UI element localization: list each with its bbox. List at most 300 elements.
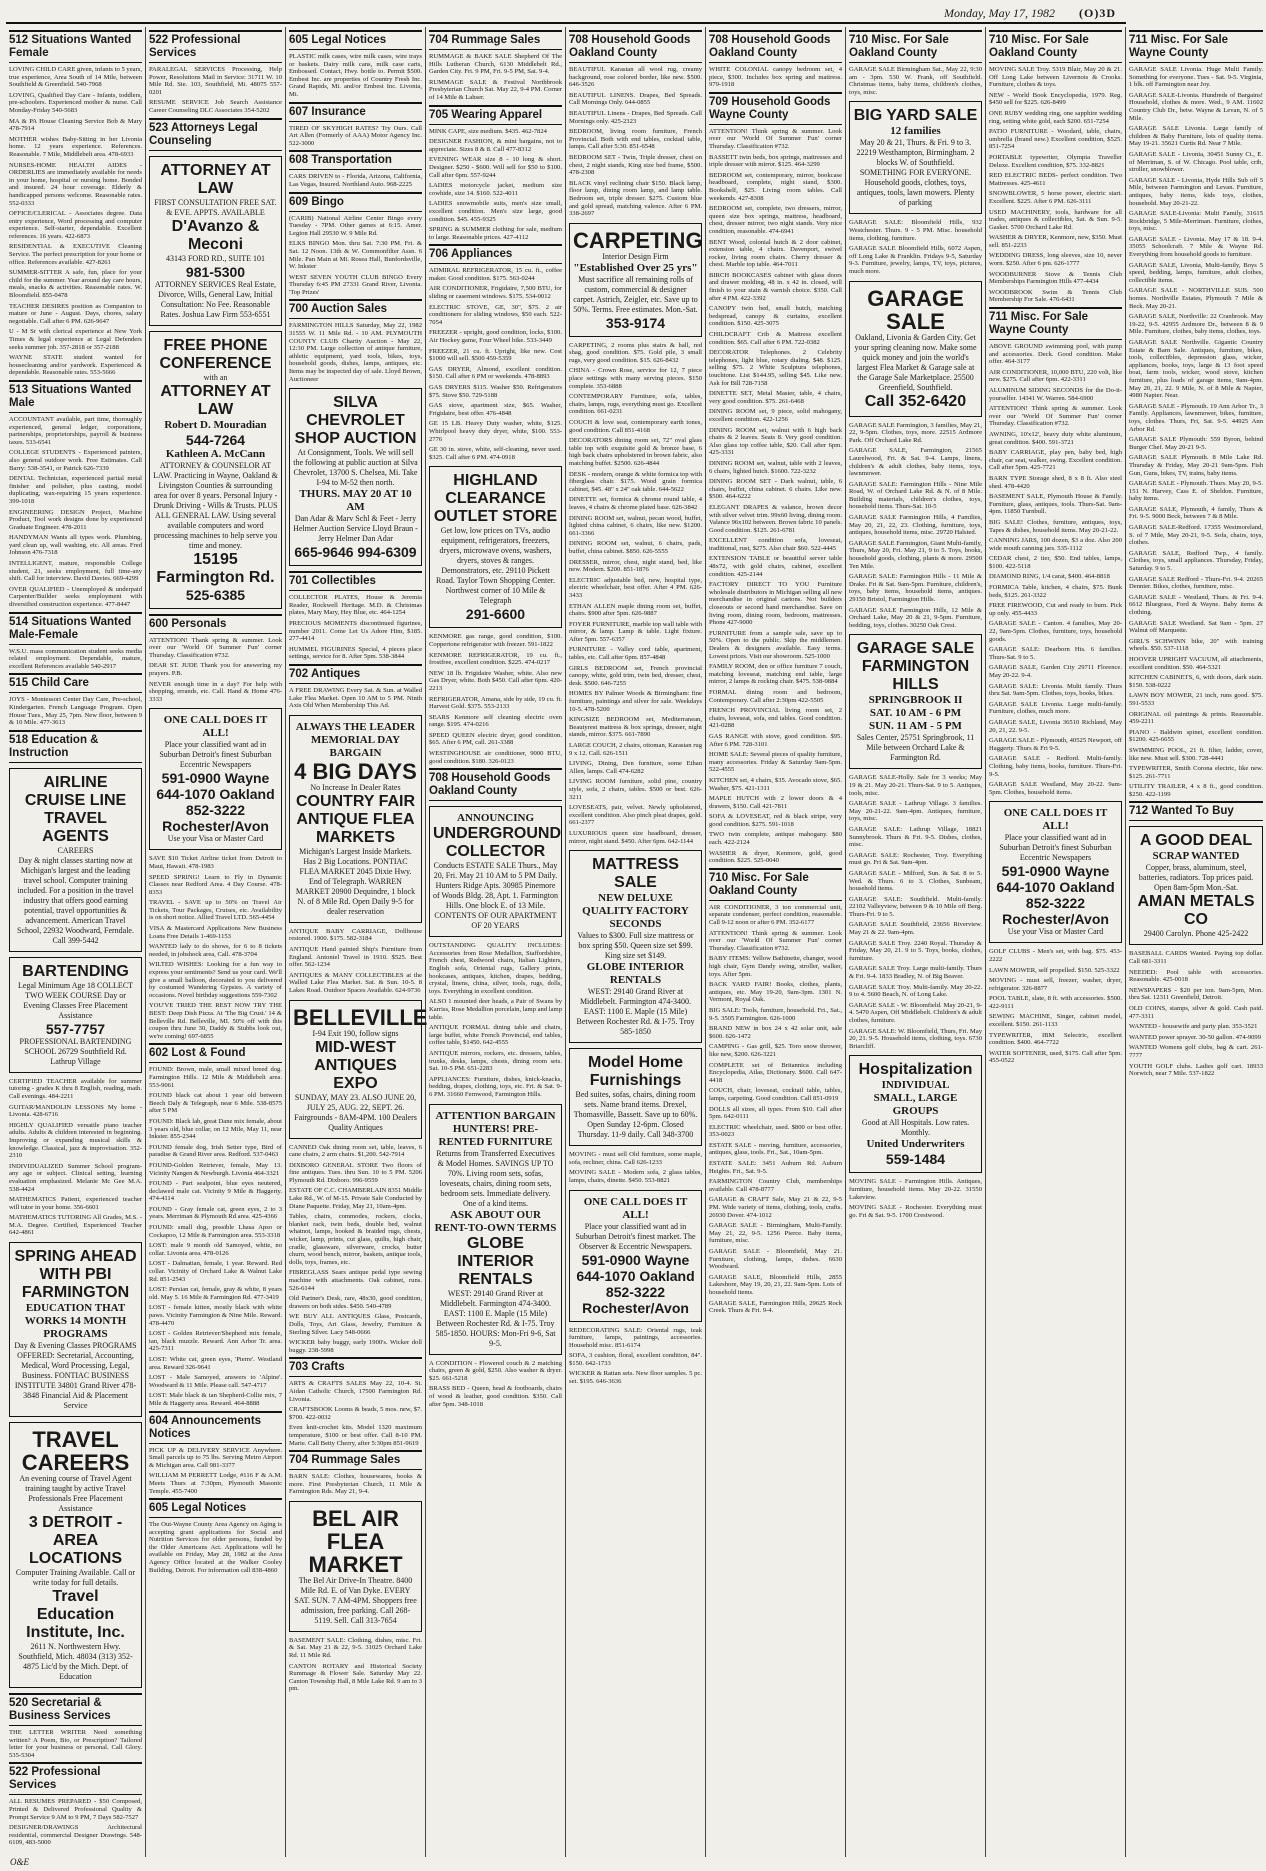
classified-ad: LOVESEATS, pair, velvet. Newly upholstered, excellent condition. Also pinch pleat drapes, gold. 661-2377 (569, 804, 702, 827)
classified-ad: GARAGE SALE Troy. Multi-family. May 20-22. 9 to 4. 5600 Beach, N. of Long Lake. (849, 983, 982, 999)
display-ad-line: with an (203, 372, 228, 382)
classified-ad: CARPETING, 2 rooms plus stairs & hall, red shag, good condition. $75. Gold pile, 3 small rugs, very good condition. $15. 626-8432 (569, 341, 702, 364)
display-ad-line: The Bel Air Drive-In Theatre. 8400 Mile Rd. E. of Van Dyke. EVERY SAT. SUN. 7 AM-4PM. Shoppers free admission, free parking. Call 268-5119. Sell. Call 313-7654 (294, 1575, 417, 1625)
classified-ad: AIR CONDITIONER, 10,000 BTU, 220 volt, like new. $275. Call after 6pm. 422-3311 (989, 368, 1122, 384)
display-ad-line: 591-0900 Wayne (1001, 863, 1110, 880)
display-ad (989, 801, 1122, 943)
display-ad (569, 223, 702, 337)
display-ad-line: I-94 Exit 190, follow signs (312, 1028, 399, 1038)
display-ad-line: GLOBE INTERIOR RENTALS (586, 961, 685, 987)
display-ad-line: CAREERS (57, 845, 94, 855)
classified-ad: BEDROOM set, complete, two dressers, mirror, queen size box springs, mattress, headboard, chest, dresser mirror, two night stands. Very nice condition, reasonable. 474-6941 (709, 205, 842, 235)
classified-ad: GARAGE SALE: Lathrup Village, 18821 Sunnybrook. Thurs & Fri. 9-5. Dishes, clothes, misc. (849, 825, 982, 849)
display-ad (9, 957, 142, 1073)
display-ad-line: Bed suites, sofas, chairs, dining room sets. Name brand items. Drexel, Thomasville, Bassett. Save up to 60%. Open Sunday 12-6pm. Closed Thursday. 11-9 daily. Call 348-3700 (573, 1090, 698, 1140)
classified-ad: DECORATORS dining room set, 72" oval glass table top with exquisite gold & bronze base, 6 high back chairs upholstered in brown fabric, also matching buffet. $2500. 626-4844 (569, 437, 702, 467)
classified-ad: POOL TABLE, slate, 8 ft. with accessories. $500. 422-9111 (989, 995, 1122, 1010)
classified-ad: GAS RANGE with stove, good condition. $95. After 6 PM. 728-3101 (709, 732, 842, 748)
classified-ad: ONE RUBY wedding ring, one sapphire wedding ring, setting white gold, each $200. 651-7254 (989, 109, 1122, 125)
classified-ad: SOFA & LOVESEAT, red & black stripe, very good condition. $275. 591-1018 (709, 813, 842, 828)
classified-ad: ALUMINUM SIDING SECONDS for the Do-it-yourselfer. 14341 W. Warren. 584-6900 (989, 387, 1122, 402)
classified-ad: FREEZER, 21 cu. ft. Upright, like new. Cost $1000 will sell. $500 459-5359 (429, 347, 562, 363)
classified-ad: TEACHER DESIRES position as Companion to mature or June - August. Days, chores, salary negotiable. Call after 6 PM. 626-9647 (9, 302, 142, 325)
category-heading: 700 Auction Sales (289, 299, 422, 319)
category-heading: 705 Wearing Apparel (429, 105, 562, 125)
footer-mark: O&E (10, 1857, 29, 1867)
classified-ad: WE BUY ALL ANTIQUES Glass, Postcards, Dolls, Toys, Art Glass, Jewelry, Furniture & Sterling Silver. Lacy 548-0666 (289, 1313, 422, 1336)
classified-ad: PATIO FURNITURE - Woodard, table, chairs, umbrella (brand new.) Excellent condition, $525. 851-7254 (989, 128, 1122, 151)
display-ad-line: Conducts ESTATE SALE Thurs., May 20, Fri. May 21 10 AM to 5 PM Daily. Hunters Ridge Apts. 30985 Pinemore of Woods Bldg. 28, Apt. 1. Farmington Hills. One block E. of 13 Mile. CONTENTS OF OUR APARTMENT OF 20 YEARS (433, 861, 558, 931)
classified-ad: Old Partner's Desk, rare, 48x30, good condition, drawers on both sides. $450. 540-4789 (289, 1295, 422, 1310)
classified-ad: PICK UP & DELIVERY SERVICE Anywhere. Small parcels up to 75 lbs. Serving Metro Airport & Michigan area. Call 981-3377 (149, 1446, 282, 1469)
display-ad (149, 156, 282, 326)
classified-ad: WASHER & dryer, Kenmore, gold, good condition. $225. 525-0040 (709, 849, 842, 865)
classified-ad: SUMMER-SITTER A safe, fun, place for your child for the summer. Year around day care hours, meals, snacks & activities. Reasonable rates. W. Bloomfield. 855-0478 (9, 269, 142, 300)
classified-ad: TIRED OF SKYHIGH RATES? Try Ours. Call Art Allen (Formerly of AAA) Motor Agency Inc. 522-3000 (289, 124, 422, 147)
classified-ad: LOST: White cat, green eyes, 'Pierre'. Westland area. Reward 326-9641 (149, 1355, 282, 1371)
classified-ad: RUMMAGE SALE & Festival Northbrook Presbyterian Church Sat. May 22, 9-4 PM. Corner of 14 Mile & Lahser. (429, 78, 562, 101)
display-ad-line: Use your Visa or Master Card (1007, 927, 1104, 937)
display-ad-line: 15195 Farmington Rd. (156, 550, 275, 586)
classified-ad: DESIGNER FASHION, & mint bargains, not to appreciate. Sizes 8 & 8. Call 477-8312 (429, 138, 562, 153)
display-ad-line: FIRST CONSULTATION FREE SAT. & EVE. APPTS. AVAILABLE (154, 197, 277, 217)
classified-ad: CANOPY twin bed, small hutch, matching bedspread, canopy & curtains, excellent condition. $150. 425-3075 (709, 305, 842, 328)
classified-ad: YOUTH GOLF clubs. Ladies golf cart. 18933 Norwich, near 7 Mile. 537-1822 (1129, 1062, 1263, 1078)
classified-ad: GARAGE SALE Farmington Hills, 4 Families, May 20, 21, 22, 23. Clothing, furniture, toys, antiques, household items, misc. 29720 Halsted. (849, 514, 982, 537)
classified-ad: DINETTE SET, Metal Master, table, 4 chairs, very good condition. $75. 261-6468 (709, 390, 842, 405)
category-heading: 522 Professional Services (9, 1762, 142, 1795)
display-ad-line: BIG YARD SALE (853, 107, 978, 125)
classified-ad: WILTED WISHES: Looking for a fun way to express your sentiments? Send us your card. We'll give a small balloon, decorated to you delivered by costumed Wandering Gypsies. A variety of occasions. Novel birthday suggestions 559-7302 (149, 961, 282, 999)
category-heading: 704 Rummage Sales (429, 30, 562, 50)
display-ad-line: SCRAP WANTED (1152, 850, 1240, 863)
classified-ad: ANTIQUE FORMAL dining table and chairs, large buffet, white French Provincial, end tables, coffee table, $1450. 642-4555 (429, 1024, 562, 1047)
classified-ad: FOUND - Gray female cat, green eyes, 2 to 3 years. Merriman & Plymouth Rd area. 425-4366 (149, 1205, 282, 1221)
classified-ad: GARAGE SALE - Plymouth, 40525 Newport, off Haggerty. Thurs & Fri 9-5. (989, 737, 1122, 752)
classified-ad: HOOVER UPRIGHT VACUUM, all attachments, excellent condition. $50. 464-5321 (1129, 655, 1263, 671)
display-ad (569, 1048, 702, 1146)
classified-ad: GARAGE SALE - Plymouth. 19 Ann Arbor Tr., 3 Family. Appliances, lawnmower, bikes, furniture, toys, clothes. Thurs, Fri, Sat. 9-5. 44925 Ann Arbor Rd. (1129, 402, 1263, 433)
display-ad-line: GLOBE INTERIOR RENTALS (457, 1234, 534, 1288)
category-heading: 515 Child Care (9, 673, 142, 693)
display-ad-line: Values to $300. Full size mattress or box spring $50. Queen size set $99. King size set $149. (577, 931, 694, 961)
classified-ad: GARAGE SALE: W. Bloomfield, Thurs, Fri. May 20, 21. 9-5. Household items, clothing, toys. 6730 Briarcliff. (849, 1027, 982, 1050)
classified-column (1126, 27, 1266, 1857)
classified-ad: APPLIANCES: Furniture, dishes, knick-knacks, bedding, drapes, clothing, toys, etc. Fri. & Sat. 9-6 PM. 31660 Fernwood, Farmington Hills. (429, 1075, 562, 1098)
classified-ad: NEWSPAPERS - $20 per ton. 9am-5pm, Mon. thru Sat. 12311 Greenfield, Detroit. (1129, 986, 1263, 1002)
display-ad-line: FREE PHONE CONFERENCE (159, 336, 272, 372)
classified-ad: GARAGE SALE, Plymouth, 4 family, Thurs & Fri. 9-5. 9000 Beck, between 7 & 8 Mile. (1129, 505, 1263, 521)
classified-ad: GARAGE SALE: Livonia. Multi family. Thurs thru Sat. 9am-5pm. Clothes, toys, books, bikes. (989, 682, 1122, 698)
classified-ad: GUITAR/MANDOLIN LESSONS My home - Livonia. 428-6716 (9, 1103, 142, 1119)
category-heading: 710 Misc. For Sale Oakland County (989, 30, 1122, 63)
classified-ad: BENT Wood, colonial hutch & 2 door cabinet, extension table, 4 chairs. Davenport, swivel rocker, living room chairs. Cherry dresser & chest. Marble top table. 464-7011 (709, 238, 842, 269)
display-ad-line: Returns from Transferred Executives & Model Homes. SAVINGS UP TO 70%. Living room sets, sofas, loveseats, chairs, dining room sets, bedroom sets. Immediate delivery. One of a kind items. (436, 1148, 555, 1208)
classified-ad: ELECTRIC adjustable bed, new, hospital type, electric wheelchair, best offer. After 4 PM. 626-3433 (569, 576, 702, 599)
classified-ad: GAS DRYERS $115. Washer $50. Refrigerators $75. Stove $50. 729-5188 (429, 384, 562, 399)
classified-ad: HOMES BY Palmer Woods & Birmingham: fine furniture, paintings and silver for sale. Weekdays 10-5. 478-5200 (569, 690, 702, 713)
classified-ad: The Out-Wayne County Area Agency on Aging is accepting grant applications for Social and Nutrition Services for older persons, funded by the Older Americans Act. Applications will be available on Friday, May 28, 1982 at the Area Agency Office located at the Walker Cooley Building, Detroit. For information call 838-4860 (149, 1521, 282, 1574)
classified-ad: ALL RESUMES PREPARED - $50 Composed, Printed & Delivered Professional Quality & Prompt Service 9 AM to 9 PM, 7 Days 582-7527 (9, 1798, 142, 1821)
category-heading: 708 Household Goods Oakland County (429, 768, 562, 801)
display-ad-line: ATTORNEY AT LAW (160, 382, 271, 418)
classified-ad: PARALEGAL SERVICES Processing, Help Power, Resolutions Mail in Service: 31711 W. 10 Mile Rd. Ste. 103, Southfield, Mi. 48075 557-0201 (149, 66, 282, 96)
classified-ad: BEAUTIFUL LINENS. Drapes, Bed Spreads. Call Mornings Only. 644-0855 (569, 91, 702, 107)
classified-ad: BEDROOM set, contemporary, mirror, bookcase headboard, complete, night stand, $300. Bookshelf, $25. Living room tables. Call weekends. 427-8308 (709, 171, 842, 202)
classified-ad: KITCHEN set, 4 chairs, $35. Avocado stove, $65. Washer, $75. 421-1311 (709, 776, 842, 792)
classified-ad: ELECTRIC wheelchair, used. $800 or best offer. 353-0023 (709, 1123, 842, 1139)
classified-ad: COUCH & love seat, contemporary earth tones, good condition. Call 851-4168 (569, 419, 702, 434)
display-ad-line: Model Home Furnishings (587, 1054, 684, 1090)
classified-ad: WICKER & Rattan sets. New floor samples. 5 pc. set. $195. 646-3636 (569, 1370, 702, 1386)
category-heading: 600 Personals (149, 614, 282, 634)
classified-ad: GARAGE SALE - Livonia. May 17 & 18. 9-4. 35055 Schoolcraft. 7 Mile & Wayne Rd. Everything from household goods to furniture. (1129, 235, 1263, 259)
classified-ad: SWIMMING POOL, 21 ft. filter, ladder, cover, like new. Must sell. $300. 728-4441 (1129, 746, 1263, 762)
classified-ad: ATTENTION! Think spring & summer. Look over our 'World Of Summer Fun' corner Thursday. Classification #732. (709, 127, 842, 150)
display-ad-line: 644-1070 Oakland (576, 1267, 695, 1284)
classified-ad: OLD COINS, stamps, silver & gold. Cash paid. 477-3311 (1129, 1005, 1263, 1020)
classified-ad: LAWN BOY MOWER, 21 inch, runs good. $75. 591-5533 (1129, 692, 1263, 707)
classified-ad: NEW 18 lb. Frigidaire Washer, white. Also new Gas Dryer, white. Both $450. Call after 6pm. 420-2213 (429, 669, 562, 692)
display-ad (9, 768, 142, 952)
classified-ad: FURNITURE from a sample sale, save up to 50%. Open to the public. Skip the middlemen. Dealers & designers available. Easy terms. Lowest prices. Visit our showroom. 525-1000 (709, 629, 842, 660)
classified-ad: PIANO - Baldwin spinet, excellent condition. $1200. 425-6655 (1129, 728, 1263, 744)
classified-ad: PORTABLE typewriter, Olympia Traveller Deluxe. Excellent condition, $75. 332-8821 (989, 153, 1122, 169)
classified-ad: COUCH, chair, loveseat, cocktail table, tables, lamps, carpeting. Good condition. Call 851-0919 (709, 1087, 842, 1102)
display-ad-line: ATTORNEY AT LAW (160, 161, 271, 197)
display-ad-line: 665-9646 994-6309 (294, 544, 417, 561)
classified-ad: BASSETT twin beds, box springs, mattresses and triple dresser with mirror. $125. 464-3299 (709, 153, 842, 169)
classified-ad: JOYS - Montessori Center Day Care, Pre-school, Kindergarten. French Language Program. Open House Tues., May 25, 7pm. New floor, between 9 & 10 Mile. 477-3613 (9, 696, 142, 727)
display-ad-line: ATTORNEY SERVICES Real Estate, Divorce, Wills, General Law, Initial Consultation: No Fee. Reasonable Rates. Joshua Law Firm 553-6551 (154, 279, 277, 319)
display-ad-line: No Increase In Dealer Rates (310, 782, 401, 792)
classified-ad: GARAGE SALE, Livonia, Multi-family, Boys 5 speed, bedding, lamps, furniture, adult clothes, collectible items. (1129, 261, 1263, 284)
classified-ad: FIBREGLASS Sears antique pedal type sewing machine with attachments. Oak cabinet, runs. 526-6144 (289, 1269, 422, 1292)
classified-ad: REDECORATING SALE: Oriental rugs, teak furniture, lamps, paintings, accessories. Household misc. 851-6174 (569, 1326, 702, 1349)
display-ad-line: Computer Training Available. Call or write today for full details. (15, 1568, 136, 1588)
display-ad-line: Must sacrifice all remaining rolls of custom, commercial & designer carpet. Astrich, Zeigler, etc. Save up to 50%. Terms. Free estimates. Mon.-Sat. (573, 274, 698, 314)
display-ad-line: ATTENTION BARGAIN HUNTERS! PRE-RENTED FURNITURE (435, 1109, 556, 1148)
classified-ad: RED ELECTRIC BEDS- perfect condition. Two Mattresses. 425-4611 (989, 172, 1122, 187)
display-ad-line: FARMINGTON HILLS (861, 658, 970, 694)
classified-ad: BASEMENT SALE, Plymouth House & Family. Furniture, glass, antiques, tools. Thurs-Sat. 9am-4pm. 11850 Turnbull. (989, 493, 1122, 516)
classified-ad: BABY ITEMS: Yellow Bathinette, changer, wood high chair, Gym Dandy swing, stroller, walker, toys. After 5pm. (709, 955, 842, 978)
display-ad-line: UNDERGROUND COLLECTOR (433, 825, 561, 861)
classified-ad: YOU'VE TRIED THE REST NOW TRY THE BEST: Deep Dish Pizza. At 'The Big Crust.' 14 & Belleville Rd. Belleville, MI. 50% off with this coupon thru June 30, Daddy & Stubbs look out, we're coming! 697-6855 (149, 1002, 282, 1040)
display-ad-line: Oakland, Livonia & Garden City. Get your spring cleaning now. Make some quick money and join the world's largest Flea Market & Garage sale at the Garage Sale Marketplace. 25500 Greenfield, Southfield. (854, 332, 977, 392)
classified-ad: ANTIQUE mirrors, rockers, etc. dressers, tables, trunks, desks, lamps, chests, dining room sets. Sat. 10-5 PM. 651-2283 (429, 1049, 562, 1073)
display-ad-line: Call 352-6420 (864, 392, 967, 410)
classified-ad: ENGINEERING DESIGN Project, Machine Product, Tool work designs done by experienced Graduate Engineer. 478-2011 (9, 508, 142, 531)
classified-ad: DINING ROOM set, walnut, pecan wood, buffet, lighted china cabinet, 6 chairs, like new. $1200. 661-3366 (569, 514, 702, 537)
display-ad-line: THURS. MAY 20 AT 10 AM (299, 488, 412, 514)
classified-ad: GARAGE SALE Plymouth. 8 Mile Lake Rd. Thursday & Friday, May 20-21 9am-5pm. Fish Gun, Guns, bikes, TV, trains, baby items. (1129, 454, 1263, 477)
classified-ad: DENTAL Technician, experienced partial metal finisher and polisher, plus casting, model duplicating, wax-repairing 15 years experience. 399-1018 (9, 475, 142, 505)
classified-ad: BEDROOM SET - Twin, Triple dresser, chest on chest, 2 night stands, King size bed frame, $500. 478-2308 (569, 153, 702, 177)
classified-ad: ETHAN ALLEN maple dining room set, buffet, chairs. $900 after 5pm. 626-9887 (569, 602, 702, 618)
classified-ad: LARGE COUCH, 2 chairs, ottoman, Karastan rug 9 x 12. Call. 626-1511 (569, 742, 702, 757)
classified-ad: RUMMAGE & BAKE SALE Shepherd Of The Hills Lutheran Church, 6130 Middlebelt Rd., Garden City. Fri. 9 PM, Fri. 9-5 PM, Sat. 9-4. (429, 53, 562, 76)
classified-ad: DIAMOND RING, 1/4 carat, $400. 464-8818 (989, 573, 1110, 581)
classified-ad: FOUND black cat about 1 year old between Beech Daly & Telegraph, near 6 Mile. 538-8575 after 5 PM (149, 1092, 282, 1115)
classified-ad: GARAGE SALE: Rochester, Troy. Everything must go. Fri & Sat. 9am-4pm. (849, 851, 982, 867)
display-ad-line: D'Avanzo & Meconi (171, 217, 260, 253)
classified-ad: A CONDITION - Flowered couch & 2 matching chairs, green & gold, $250. Also washer & dryer. $25. 661-5218 (429, 1359, 562, 1382)
display-ad-line: 591-0900 Wayne (161, 770, 270, 787)
classified-ad: INDIVIDUALIZED Summer School program-any age or subject. Clinical setting, learning evaluation emphasized. Melanie Mc Gee M.A. 538-4424 (9, 1162, 142, 1193)
classified-ad: HIGHLY QUALIFIED versatile piano teacher adults. Adults & children interested in beginning. Improving or expanding musical skills & knowledge. Classical, jazz & improvisation. 352-2310 (9, 1121, 142, 1160)
display-ad-line: BELLEVILLE (293, 1004, 428, 1030)
classified-ad: BEDROOM, living room furniture, French Provincial. Both with end tables, cocktail table, lamps. Call after 5:30. 851-6548 (569, 128, 702, 151)
display-ad-line: Sales Center, 25751 Springbrook, 11 Mile between Orchard Lake & Farmington Rd. (856, 733, 975, 763)
classified-ad: CAMPING - Gas grill, $25. Toro snow thrower, like new, $200. 626-3221 (709, 1043, 842, 1058)
category-heading: 513 Situations Wanted Male (9, 380, 142, 413)
classified-ad: WANTED Womens golf clubs, bag & cart. 261-7777 (1129, 1044, 1263, 1059)
classified-ad: Even knit-crochet kits. Model 1320 maximum temperature, $100 or best offer. Call 8-10 PM. Marie. Call Betty Cherry, after 5:30pm 851-9619 (289, 1424, 422, 1447)
classified-ad: FREEZER - upright, good condition, locks, $100. Air Hockey game, Four Wheel bike. 533-3449 (429, 329, 562, 345)
display-ad-line: 4 BIG DAYS (294, 758, 417, 784)
classified-ad: EXTENSION TABLE or beautiful server table 48x72, with gold chairs, cabinet, excellent condition. 425-2144 (709, 555, 842, 578)
classified-ad: GARAGE SALE: Southfield. Multi-family. 22102 Valleyview, between 9 & 10 Mile off Berg. Thurs-Fri. 9 to 5. (849, 895, 982, 918)
classified-ad: GARAGE SALE, Bloomfield Hills, 2855 Lakeshore, May 19, 20, 21, 22. 9am-5pm. Lots of household items. (709, 1273, 842, 1296)
classified-ad: FREE FIREWOOD, Cut and ready to burn. Pick up only. 455-4433 (989, 602, 1122, 617)
classified-ad: LOVING CHILD CARE given, infants to 5 years, true experience, Area South of 14 Mile, between Southfield & Greenfield. 540-7968 (9, 66, 142, 89)
classified-ad: FOUND: Black lab, great Dane mix female, about 3 years old, blue collar, on 12 Mile, May 11, near Inkster. 855-2344 (149, 1117, 282, 1141)
classified-ad: GARAGE SALE Southfield, 23656 Riverview. May 21 & 22. 9am-4pm. (849, 921, 982, 937)
classified-ad: CEDAR chest, 2 tier, $50. End tables, lamps, $100. 422-5118 (989, 555, 1122, 570)
classified-ad: GAS DRYER, Almond, excellent condition. $150. Call after 6 PM or weekends. 478-8893 (429, 365, 562, 381)
display-ad (849, 634, 982, 769)
display-ad-line: Day & night classes starting now at Michigan's largest and the leading travel school. Computer training included. For a position in the travel industry that offers good earning potential, travel opportunities & advancement. American Travel School, 22932 Woodward, Ferndale. Call 399-5442 (17, 855, 134, 945)
classified-ad: WICKER baby buggy, early 1900's. Wicker doll buggy. 238-5998 (289, 1339, 422, 1354)
classified-ad: DOLLS all sizes, all types. From $10. Call after 5pm. 642-0111 (709, 1105, 842, 1121)
display-ad-line: SMALL, LARGE GROUPS (873, 1092, 958, 1118)
classified-column (566, 27, 706, 1857)
category-heading: 523 Attorneys Legal Counseling (149, 118, 282, 151)
classified-ad: WANTED lady to do shows, for 6 to 8 tickets needed, in jobshock area, Call. 478-3704 (149, 943, 282, 958)
display-ad-line: NEW DELUXE QUALITY FACTORY SECONDS (582, 892, 689, 931)
display-ad-line: Interior Design Firm (602, 251, 669, 261)
classified-ad: DINING ROOM set, walnut with 6 high back chairs & 2 leaves. Seats 8. Very good condition. Also glass top coffee table, $20. Call after 6pm. 425-3331 (709, 426, 842, 457)
display-ad-line: Legal Minimum Age 18 COLLECT TWO WEEK COURSE Day or Evening Classes Free Placement Assistance (17, 980, 134, 1020)
classified-ad: FACTORY DIRECT TO YOU Furniture wholesale distributors in Michigan selling all new merchandise in original cartons. Not builders closeouts or second hand merchandise. Save on living room, dining room, bedroom, mattresses. Phone 427-9000 (709, 581, 842, 627)
classified-ad: WILLIAM M PERRETT Lodge, #116 F & A.M. Meets Thurs at 7:30pm, Plymouth Masonic Temple. 455-7400 (149, 1472, 282, 1495)
display-ad-line: Good at All Hospitals. Low rates. Monthly. (861, 1118, 970, 1138)
category-heading: 522 Professional Services (149, 30, 282, 63)
classified-ad: MOTHER wishes Baby-Sitting in her Livonia home. 12 years experience. References. Reasonable. 7 Mile, Middlebelt area. 478-6933 (9, 135, 142, 158)
classified-ad: COLLECTOR PLATES, House & Jeremia Reader, Rockwell Heritage. M.D. & Christmas plates, Mary Mary, Hey Blue, etc. 464-1254 (289, 594, 422, 617)
display-ad-line: COUNTRY FAIR ANTIQUE FLEA MARKETS (295, 792, 416, 846)
display-ad (429, 1104, 562, 1355)
display-ad-line: SUN. 11 AM - 5 PM (869, 720, 962, 733)
display-ad (9, 1242, 142, 1417)
classified-ad: BIRCH BOOKCASES cabinet with glass doors and drawer molding, 48 in. x 42 in. closed, will finish to your stain & varnish choice. $350. Call after 4 PM. 422-3392 (709, 271, 842, 302)
classified-ad: FRENCH PROVINCIAL living room set, 2 chairs, loveseat, sofa, end tables. Good condition. 421-0288 (709, 707, 842, 730)
display-ad-line: Place your classified want ad in Suburban Detroit's finest market. The Observer & Eccentric Newspapers. (575, 1221, 696, 1251)
classified-ad: OFFICE/CLERICAL - Associates degree. Data entry experience, Word processing and computer experience. Self-starter, dependable. Excellent references. 16 years. 422-6873 (9, 210, 142, 240)
classified-ad: BEAUTIFUL Karastan all wool rug, creamy background, rose colored border, like new. $500. 646-3526 (569, 66, 702, 89)
classified-ad: TWO twin complete, antique mahogany. $80 each. 422-2124 (709, 831, 842, 847)
classified-ad: AWNING, 10'x12', heavy duty white aluminum, great condition. $400. 591-3721 (989, 430, 1122, 446)
classified-ad: ATTENTION! Think spring & summer. Look over our 'World Of Summer Fun' corner Thursday. Classification #732. (709, 929, 842, 952)
classified-ad: LIVING, Dining, Den furniture, some Ethan Allen, lamps. Call 474-6282 (569, 760, 702, 775)
classified-ad: CANNING JARS, 100 dozen, $3 a doz. Also 200 wide mouth canning jars. 535-1112 (989, 537, 1122, 552)
category-heading: 605 Legal Notices (149, 1498, 282, 1518)
classified-ad: LOST: Male black & tan Shepherd-Collie mix, 7 Mile & Haggerty area. Reward. 464-8888 (149, 1392, 282, 1407)
category-heading: 518 Education & Instruction (9, 730, 142, 763)
classified-ad: FOYER FURNITURE, marble top wall table with mirror, & lamp. Lamp & table. Light fixture. After 5pm. 557-6357 (569, 620, 702, 643)
classified-ad: INTELLIGENT, mature, responsible College student, 21, seeks employment, full time-any shift. Call for interview. David Davies. 669-4299 (9, 560, 142, 583)
classified-ad: RESUME SERVICE Job Search Assistance Career Counseling DLC Associates 354-5202 (149, 99, 282, 114)
display-ad-line: ONE CALL DOES IT ALL! (583, 1195, 688, 1221)
classified-column (146, 27, 286, 1857)
classified-ad: OVER QUALIFIED - Unemployed & underpaid Carpenter/Builder seeks employment with diversified construction experience. 477-8447 (9, 585, 142, 609)
classified-ad: GARAGE SALE Livonia. Huge Multi Family. Something for everyone. Tues - Sat. 9-5. Virginia, 1 blk. off Farmington near Joy. (1129, 66, 1263, 89)
display-ad-line: Copper, brass, aluminum, steel, batteries, radiators. Top prices paid. Open 8am-5pm Mon.-Sat. (1138, 863, 1254, 893)
display-ad-line: Kathleen A. McCann (165, 447, 266, 460)
classified-ad: ATTENTION! Think spring & summer. Look over our 'World Of Summer Fun' corner Thursday. Classification #732. (989, 405, 1122, 428)
classified-ad: GARAGE SALE-Livonia: Multi Family, 31615 Rockbridge, 5 Mile-Merriman. Furniture, clothes, toys, misc. (1129, 210, 1263, 233)
display-ad (429, 806, 562, 937)
classified-columns (6, 27, 1263, 1857)
classified-ad: FOUND - Part sealpoint, blue eyes neutered, declawed male cat. Vicinity 9 Mile & Haggerty. 474-4114 (149, 1180, 282, 1203)
classified-ad: DINING ROOM SET - Dark walnut, table, 6 chairs, buffet, china cabinet. 6 chairs. Like new. $500. 464-6222 (709, 478, 842, 501)
classified-ad: LOST - Dalmatian, female, 1 year. Reward. Red collar. Vicinity of Orchard Lake & Walnut Lake Rd. 851-2543 (149, 1260, 282, 1283)
classified-ad: GARAGE SALE Westland. Sat 9am - 5pm. 27 Walnut off Marquette. (1129, 619, 1263, 635)
classified-ad: FAMILY ROOM, den or office furniture 7 couch, matching loveseat, matching end table, large mirror, 2 lamps & rocking chair. $475. 538-0884 (709, 663, 842, 686)
classified-ad: ATTENTION! Thank spring & summer. Look over our 'World Of Summer Fun' corner Thursday. Classification #732. (149, 636, 282, 659)
classified-column (286, 27, 426, 1857)
classified-ad: ESTATE SALE - moving, furniture, accessories, antiques, glass, tools. Fri., Sat., 10am-5pm. (709, 1141, 842, 1157)
classified-ad: LADIES motorcycle jacket, medium size cowhide, size 14. $160. 522-4011 (429, 182, 562, 197)
display-ad (569, 850, 702, 1043)
classified-ad: WEDDING DRESS, long sleeves, size 10, never worn. $250. After 6 pm. 626-1777 (989, 252, 1122, 268)
display-ad (149, 708, 282, 850)
classified-ad: ACCOUNTANT available, part time, thoroughly experienced, general ledger, corporations, partnerships, proprietorships, payroll & business taxes. 533-6541 (9, 415, 142, 446)
classified-ad: ELKS BINGO Mon. thru Sat. 7:30 PM. Fri. & Sat. 12 Noon. 13th & W. Commonfilter Assn. 6 Mile. Pan Main at Mi. Rosea Hall, Bunfordsville, W. Inkster (289, 240, 422, 271)
classified-ad: LUXURIOUS queen size headboard, dresser, mirror, night stand. $450. After 6pm. 642-1144 (569, 829, 702, 845)
classified-ad: FARMINGTON Country Club, memberships available. Call 478-8777 (709, 1178, 842, 1193)
classified-ad: ABOVE GROUND swimming pool, with pump and accessories. Deck. Good condition. Make offer. 464-3177 (989, 343, 1122, 366)
classified-ad: DINING ROOM set, 9 piece, solid mahogany, excellent condition. 422-1256 (709, 408, 842, 423)
classified-ad: LOST - Golden Retriever/Shepherd mix female, tan, black muzzle. Reward. Ann Arbor Tr. area. 425-7311 (149, 1330, 282, 1353)
display-ad-line: An evening course of Travel Agent training taught by active Travel Professionals Free Placement Assistance (19, 1474, 132, 1514)
classified-ad: LADIES snowmobile suits, men's size small, excellent condition. Men's size large, good condition. $45. 455-9325 (429, 200, 562, 223)
classified-ad: BARN TYPE Storage shed, 8 x 8 ft. Also steel shed. 478-4420 (989, 474, 1122, 490)
category-heading: 712 Wanted To Buy (1129, 801, 1263, 821)
classified-ad: CANNED Oak dining room set, table, leaves, 6 cane chairs, 2 arm chairs. $1,200. 542-7914 (289, 1143, 422, 1159)
display-ad-line: BEL AIR FLEA MARKET (308, 1505, 403, 1577)
classified-ad: KENMORE REFRIGERATOR, 19 cu. ft., frostfree, excellent condition. $225. 474-0217 (429, 651, 562, 667)
display-ad-line: SUNDAY, MAY 23. ALSO JUNE 20, JULY 25, AUG. 22, SEPT. 26. Fairgrounds - 8AM-4PM. 100 Dealers Quality Antiques (294, 1092, 417, 1132)
classified-ad: LIVING ROOM furniture, solid pine, country style, sofa, 2 chairs, tables. $500 or best. 626-3211 (569, 778, 702, 801)
category-heading: 701 Collectibles (289, 571, 422, 591)
classified-ad: LOST - female kitten, mostly black with white paws. Vicinity Farmington & Nine Mile. Reward. 478-4470 (149, 1304, 282, 1327)
category-heading: 607 Insurance (289, 102, 422, 122)
classified-ad: GARAGE SALE Troy. Large multi-family. Thurs & Fri. 9-4. 1833 Bradley, N. of Big Beaver. (849, 965, 982, 981)
classified-ad: FORMAL dining room and bedroom, Contemporary. Call after 2:30pm 422-5505 (709, 688, 842, 704)
classified-ad: TRAVEL - SAVE up to 50% on Travel Air Tickets, Tour Packages, Cruises, etc. Availability is on short notice. Allied Travel LTD. 565-4454 (149, 899, 282, 922)
category-heading: 708 Household Goods Oakland County (709, 30, 842, 63)
classified-ad: GARAGE SALE Livonia. Large multi-family. Furniture, clothes, much more. (989, 700, 1122, 716)
display-ad-line: AIRLINE CRUISE LINE TRAVEL AGENTS (24, 773, 127, 845)
classified-ad: SNOWBLOWER, 5 horse power, electric start. Excellent. $225. After 6 PM. 626-3111 (989, 190, 1122, 205)
classified-ad: BASEBALL CARDS Wanted. Paying top dollar. Call 681-3311 (1129, 950, 1263, 966)
classified-ad: LOST: male 9 month old Samoyed, white, no collar. Livonia area. 478-0126 (149, 1242, 282, 1257)
classified-ad: MOVING SALE Troy. 5319 Blair, May 20 & 21. Off Long Lake between Livernois & Crooks. Furniture, clothes & toys. (989, 66, 1122, 89)
classified-ad: CHINA - Crown Rose, service for 12, 7 piece place settings with many serving pieces. $150 complete. 353-6888 (569, 367, 702, 390)
classified-ad: HOME SALE: Several pieces of quality furniture, many accessories. Friday & Saturday 9am-5pm. 522-4555 (709, 751, 842, 774)
classified-ad: SAVE $10 Ticket Airline ticket from Detroit to Maui, Hawaii. 478-1983 (149, 855, 282, 870)
classified-ad: WESTINGHOUSE air conditioner, 9000 BTU, good condition. $180. 326-0123 (429, 750, 562, 765)
classified-ad: DINING ROOM set, walnut, table with 2 leaves, 6 chairs, lighted hutch. $1600. 722-3232 (709, 459, 842, 475)
display-ad (569, 1190, 702, 1322)
classified-ad: GARAGE SALE, Farmington, 21565 Laurelwood, Fri. & Sat. 9-4. Lamps, linens, children's & adult clothes, baby items, toys, lawnmower. (849, 447, 982, 478)
display-ad-line: SPRINGBROOK II (868, 694, 963, 707)
classified-ad: (CARIB) National Airline Center Bingo every Tuesday - 7PM. Other games at 6:15. Amer. Legion Hall 29530 W. 9 Mile Rd. (289, 214, 422, 237)
classified-ad: WOODBURNER Stove & Tennis Club Memberships Farmington Hills 477-4434 (989, 270, 1122, 286)
category-heading: 609 Bingo (289, 192, 422, 212)
classified-ad: EVENING WEAR size 8 - 10 long & short. Designer. $250 - $600. Will sell for $50 to $100. Call after 6pm. 557-9244 (429, 156, 562, 179)
display-ad (289, 1000, 428, 1139)
classified-ad: LAWN MOWER, self propelled. $150. 525-3322 (989, 966, 1120, 974)
classified-ad: ARTS & CRAFTS SALES May 22, 10-4. St. Aidan Catholic Church, 17500 Farmington Rd. Livonia. (289, 1380, 422, 1403)
classified-ad: GIRL'S SCHWINN bike, 20" with training wheels. $50. 537-1118 (1129, 637, 1263, 653)
classified-ad: RESIDENTIAL & EXECUTIVE Cleaning Service. The perfect prescription for your home or office. References available. 427-8261 (9, 243, 142, 266)
category-heading: 711 Misc. For Sale Wayne County (989, 307, 1122, 340)
display-ad-line: WEST: 29140 Grand River at Middlebelt. Farmington 474-3400. EAST: 1100 E. Maple (15 Mile) Between Rochester Rd. & I-75. Troy 585-1850 (576, 987, 695, 1037)
display-ad (289, 715, 422, 923)
classified-ad: CARS DRIVEN to - Florida, Arizona, California, Las Vegas, Insured. Northland Auto. 968-2225 (289, 173, 422, 188)
classified-ad: NEVER enough time in a day? For help with shopping, errands, etc. Call. Hand & Home 476-3333 (149, 680, 282, 703)
classified-ad: ESTATE SALE: 3451 Auburn Rd. Auburn Heights. Fri., Sat. 9-5. (709, 1160, 842, 1175)
issue-date: Monday, May 17, 1982 (944, 5, 1055, 20)
classified-ad: SPEED QUEEN electric dryer, good condition. $65. After 6 PM, call. 261-3388 (429, 731, 562, 747)
classified-ad: GARAGE SALE - Milford, Sun. & Sat. 8 to 5. Wed. & Thurs. 6 to 3. Clothes, Sunbeam, household items. (849, 869, 982, 893)
category-heading: 602 Lost & Found (149, 1043, 282, 1063)
classified-ad: DESK - modern, orange & white formica top with fiberglass chair. $175. Wood grain formica cabinet, $45. 48" x 24" oak table. 644-5622 (569, 470, 702, 493)
classified-column (846, 27, 986, 1857)
classified-ad: TYPEWRITER, Smith Corona electric, like new. $125. 261-7711 (1129, 765, 1263, 780)
classified-ad: CRAFTSBOOK Looms & beads, 5 mos. new, $7. $700. 422-0032 (289, 1406, 422, 1421)
classified-ad: USED MACHINERY, tools, hardware for all trades, antiques & collectibles, Sat. & Sun. 9-5. Gasket. 5700 Orchard Lake Rd. (989, 208, 1122, 231)
classified-ad: DRESSER, mirror, chest, night stand, bed, like new. Modern. $200. 851-1876 (569, 558, 702, 574)
classified-ad: ANTIQUE Hand painted Ship's Furniture from England. Antoniel Travel in 1910. $525. Best offer. 562-1234 (289, 945, 422, 969)
classified-ad: DEAR ST. JUDE Thank you for answering my prayers. P.B. (149, 662, 282, 677)
classified-ad: GARAGE SALE, Farmington Hills, 29625 Rock Creek. Thurs & Fri. 9-4. (709, 1299, 842, 1315)
classified-ad: W.S.U. mass communication student seeks media related employment. Dependable, mature, excellent References available 540-2917 (9, 647, 142, 670)
classified-ad: GARAGE SALE, Northville: 22 Cranbrook. May 19-22, 9-5. 42955 Ardmore Dr., between 8 & 9 Mile. Furniture, clothes, baby items, clothes, toys. (1129, 313, 1263, 336)
classified-ad: U - M Sr with clerical experience at New York Times & legal experience at Legal Defenders seeks summer job. 357-2818 or 357-2188 (9, 328, 142, 351)
classified-ad: GARAGE SALE - Livonia, 30451 Sunny Ct., E. of Merriman, S. of W. Chicago. Pool table, crib, stroller, snowblower. (1129, 150, 1263, 174)
classified-ad: GARAGE SALE Troy. 2240 Royal. Thursday & Friday, May 20, 21. 9 to 5. Toys, books, clothes, furniture. (849, 939, 982, 962)
display-ad-line: Robert D. Mouradian (164, 418, 267, 431)
classified-ad: DINING ROOM set, walnut, 6 chairs, pads, buffet, china cabinet. $850. 626-5555 (569, 540, 702, 555)
classified-ad: WATER SOFTENER, used, $175. Call after 5pm. 455-0522 (989, 1049, 1122, 1065)
classified-ad: GARAGE SALE-Holly. Sale for 3 weeks; May 19 & 21. May 20-21. Thurs-Sat. 9 to 5. Antiques, tools, misc. (849, 774, 982, 797)
classified-ad: GARAGE SALE - Livonia, Hyde Hills Sub off 5 Mile, between Farmington and Levan. Furniture, antiques, baby items, kids toys, clothes, household. May 20-21-22. (1129, 176, 1263, 207)
classified-ad: DINETTE set, formica & chrome round table, 4 leaves, 4 chairs & chrome plated base. 626-3842 (569, 496, 702, 511)
display-ad-line: 644-1070 Oakland (996, 879, 1115, 896)
display-ad-line: SAT. 10 AM - 6 PM (869, 707, 962, 720)
classified-ad: GARAGE SALE: Bloomfield Hills, 932 Westchester. Thurs. 9 - 5 PM. Misc. household items, clothing, furniture. (849, 219, 982, 242)
classified-ad: ELECTRIC STOVE, GE, 30", $75. 2 air conditioners for sliding windows, $50 each. 522-7054 (429, 303, 562, 326)
classified-ad: BRAND NEW in box 24 x 42 solar unit, sale $600. 626-1472 (709, 1025, 842, 1040)
classified-ad: LOST - Male Samoyed, answers to 'Alpine'. Woodward & 11 Mile. Please call. 547-4717 (149, 1374, 282, 1389)
classified-ad: MOVING SALE - Farmington Hills. Antiques, furniture, household items. May 20-22. 31550 Lakeview. (849, 1178, 982, 1201)
classified-ad: GARAGE SALE - Redford. Multi-family. Clothing, baby items, books, furniture. Thurs-Fri. 9-5. (989, 755, 1122, 778)
classified-ad: WOODBROOK Swim & Tennis Club Membership For Sale. 476-6431 (989, 288, 1122, 304)
